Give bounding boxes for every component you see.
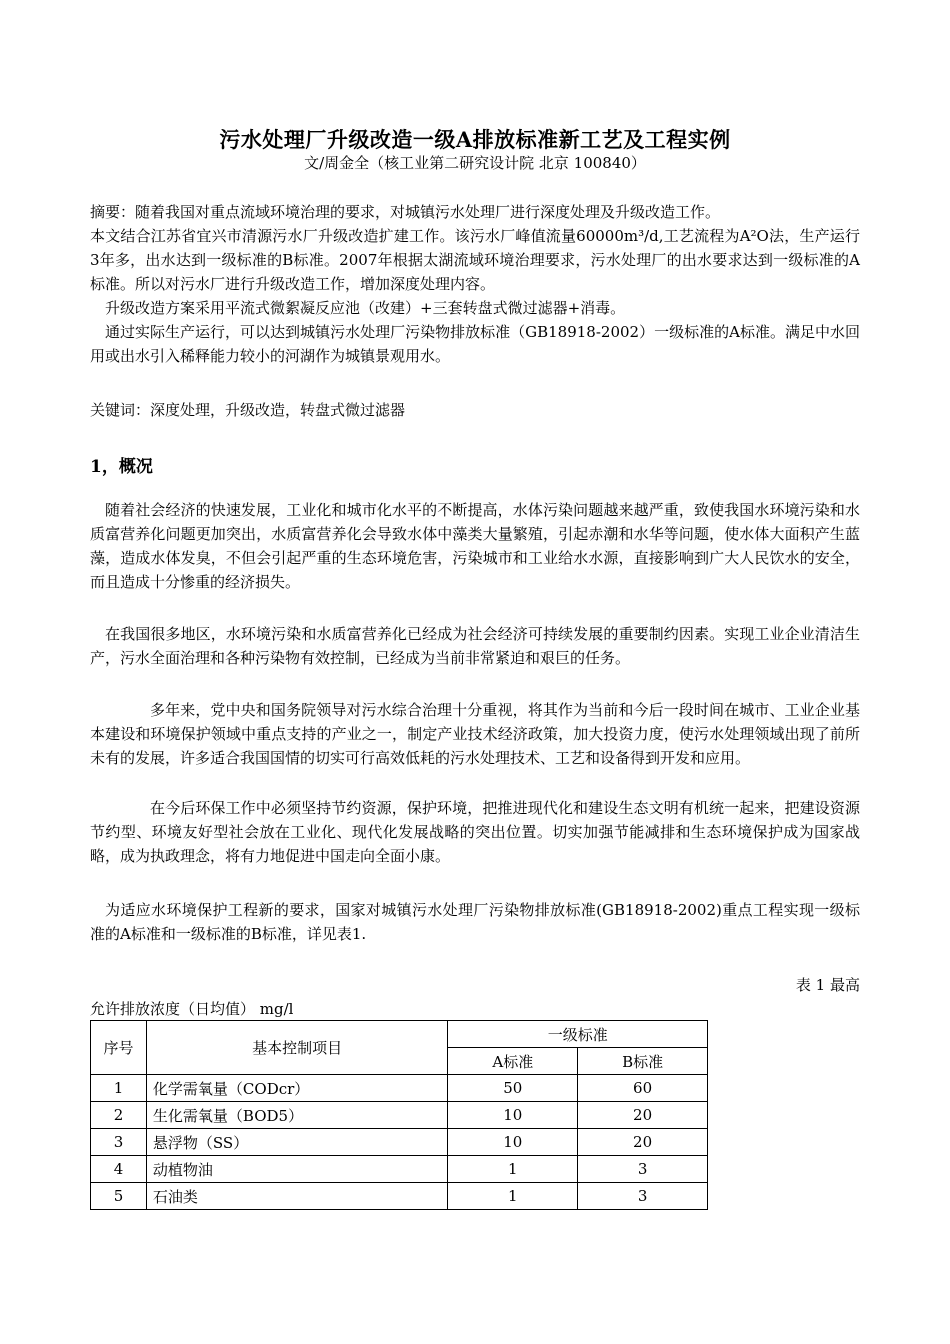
keywords: 关键词：深度处理，升级改造，转盘式微过滤器 bbox=[90, 401, 406, 419]
row-item: 石油类 bbox=[146, 1183, 448, 1210]
row-a: 1 bbox=[448, 1156, 578, 1183]
body-paragraph-5: 为适应水环境保护工程新的要求，国家对城镇污水处理厂污染物排放标准(GB18918-2002)重点工程实现一级标准的A标准和一级标准的B标准，详见表1. bbox=[90, 901, 860, 943]
row-item: 动植物油 bbox=[146, 1156, 448, 1183]
table-header-row bbox=[91, 1021, 708, 1048]
header-item: 基本控制项目 bbox=[146, 1021, 448, 1075]
header-no: 序号 bbox=[91, 1021, 147, 1075]
row-item: 悬浮物（SS） bbox=[146, 1129, 448, 1156]
row-no: 1 bbox=[91, 1075, 147, 1102]
row-b: 20 bbox=[578, 1102, 708, 1129]
row-no: 5 bbox=[91, 1183, 147, 1210]
row-item: 化学需氧量（CODcr） bbox=[146, 1075, 448, 1102]
table-row bbox=[91, 1102, 708, 1129]
body-paragraph-3: 多年来，党中央和国务院领导对污水综合治理十分重视，将其作为当前和今后一段时间在城市、工业企业基本建设和环境保护领域中重点支持的产业之一，制定产业技术经济政策，加大投资力度，使污水处理领域出现了前所未有的发展，许多适合我国国情的切实可行高效低耗的污水处理技术、工艺和设备得到开发和应用。 bbox=[90, 701, 860, 767]
table-row bbox=[91, 1129, 708, 1156]
row-b: 3 bbox=[578, 1156, 708, 1183]
row-no: 2 bbox=[91, 1102, 147, 1129]
row-no: 3 bbox=[91, 1129, 147, 1156]
body-paragraph-4: 在今后环保工作中必须坚持节约资源，保护环境，把推进现代化和建设生态文明有机统一起来，把建设资源节约型、环境友好型社会放在工业化、现代化发展战略的突出位置。切实加强节能减排和生态环境保护成为国家战略，成为执政理念，将有力地促进中国走向全面小康。 bbox=[90, 799, 860, 865]
document-title: 污水处理厂升级改造一级A排放标准新工艺及工程实例 bbox=[219, 127, 731, 152]
table-row bbox=[91, 1156, 708, 1183]
table-row bbox=[91, 1183, 708, 1210]
header-b: B标准 bbox=[578, 1048, 708, 1075]
body-paragraph-2: 在我国很多地区，水环境污染和水质富营养化已经成为社会经济可持续发展的重要制约因素。实现工业企业清洁生产，污水全面治理和各种污染物有效控制，已经成为当前非常紧迫和艰巨的任务。 bbox=[90, 625, 860, 667]
abstract-intro: 摘要：随着我国对重点流域环境治理的要求，对城镇污水处理厂进行深度处理及升级改造工作。 bbox=[90, 203, 721, 221]
table-caption-title: 允许排放浓度（日均值） mg/l bbox=[90, 1000, 294, 1018]
row-b: 60 bbox=[578, 1075, 708, 1102]
row-no: 4 bbox=[91, 1156, 147, 1183]
body-paragraph-1: 随着社会经济的快速发展，工业化和城市化水平的不断提高，水体污染问题越来越严重，致使我国水环境污染和水质富营养化问题更加突出，水质富营养化会导致水体中藻类大量繁殖，引起赤潮和水华等问题，使水体大面积产生蓝藻，造成水体发臭，不但会引起严重的生态环境危害，污染城市和工业给水水源，直接影响到广大人民饮水的安全，而且造成十分惨重的经济损失。 bbox=[90, 501, 860, 591]
table-row bbox=[91, 1075, 708, 1102]
row-b: 20 bbox=[578, 1129, 708, 1156]
author-line: 文/周金全（核工业第二研究设计院 北京 100840） bbox=[304, 154, 646, 172]
row-a: 10 bbox=[448, 1102, 578, 1129]
abstract-paragraph-2: 升级改造方案采用平流式微絮凝反应池（改建）+三套转盘式微过滤器+消毒。 bbox=[105, 299, 626, 317]
abstract-paragraph-1: 本文结合江苏省宜兴市清源污水厂升级改造扩建工作。该污水厂峰值流量60000m³/d,工艺流程为A²O法，生产运行3年多，出水达到一级标准的B标准。2007年根据太湖流域环境治理要求，污水处理厂的出水要求达到一级标准的A标准。所以对污水厂进行升级改造工作，增加深度处理内容。 bbox=[90, 227, 860, 293]
row-a: 50 bbox=[448, 1075, 578, 1102]
row-b: 3 bbox=[578, 1183, 708, 1210]
table-caption-number: 表 1 最高 bbox=[795, 976, 860, 994]
header-group: 一级标准 bbox=[448, 1021, 708, 1048]
row-item: 生化需氧量（BOD5） bbox=[146, 1102, 448, 1129]
header-a: A标准 bbox=[448, 1048, 578, 1075]
emission-standards-table bbox=[90, 1020, 708, 1210]
row-a: 10 bbox=[448, 1129, 578, 1156]
abstract-paragraph-3: 通过实际生产运行，可以达到城镇污水处理厂污染物排放标准（GB18918-2002）一级标准的A标准。满足中水回用或出水引入稀释能力较小的河湖作为城镇景观用水。 bbox=[90, 323, 860, 365]
section-heading: 1，概况 bbox=[90, 457, 153, 477]
row-a: 1 bbox=[448, 1183, 578, 1210]
